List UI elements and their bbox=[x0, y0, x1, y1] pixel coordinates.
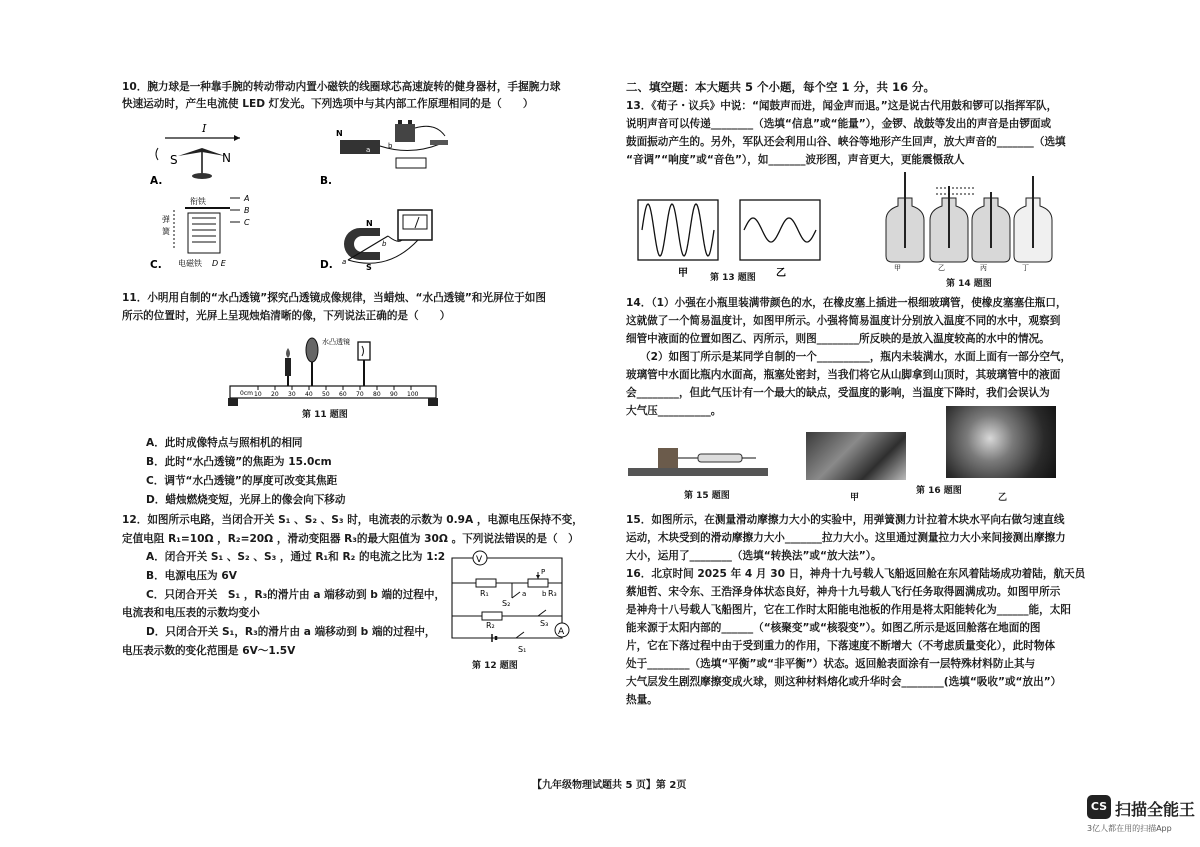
svg-text:V: V bbox=[476, 555, 483, 565]
svg-text:弹: 弹 bbox=[162, 215, 170, 224]
svg-text:丙: 丙 bbox=[980, 264, 987, 272]
scanner-app-name: 扫描全能王 bbox=[1115, 800, 1196, 819]
q14-line-7: 大气压__________。 bbox=[626, 405, 722, 417]
svg-text:甲: 甲 bbox=[894, 264, 901, 272]
q14-bottles-figure bbox=[880, 168, 1060, 276]
q10-figure-a bbox=[156, 122, 240, 179]
q14-caption: 第 14 题图 bbox=[946, 279, 992, 289]
svg-text:衔铁: 衔铁 bbox=[190, 197, 206, 206]
svg-text:R₂: R₂ bbox=[486, 621, 495, 630]
bench-tick-label: 80 bbox=[373, 391, 381, 398]
q11-option-d: D．蜡烛燃烧变短，光屏上的像会向下移动 bbox=[146, 494, 346, 506]
q14-line-6: 会________，但此气压计有一个最大的缺点，受温度的影响，当温度下降时，我们会误认为 bbox=[626, 387, 1050, 399]
q15-line-2: 运动，木块受到的滑动摩擦力大小_______拉力大小。这里通过测量拉力大小来间接测出摩擦力 bbox=[626, 532, 1066, 544]
q12-line-1: 12．如图所示电路，当闭合开关 S₁ 、S₂ 、S₃ 时，电流表的示数为 0.9A ，电源电压保持不变， bbox=[122, 514, 583, 526]
svg-text:S: S bbox=[366, 263, 372, 272]
bench-tick-label: 70 bbox=[356, 391, 364, 398]
svg-text:a: a bbox=[522, 590, 527, 598]
svg-text:A: A bbox=[244, 194, 250, 203]
q14-line-5: 玻璃管中水面比瓶内水面高，瓶塞处密封，当我们将它从山脚拿到山顶时，其玻璃管中的液面 bbox=[626, 369, 1061, 381]
svg-text:R₃: R₃ bbox=[548, 589, 557, 598]
q12-option-b: B．电源电压为 6V bbox=[146, 570, 237, 582]
q15-line-1: 15．如图所示，在测量滑动摩擦力大小的实验中，用弹簧测力计拉着木块水平向右做匀速直线 bbox=[626, 514, 1065, 526]
q16-line-4: 能来源于太阳内部的______（“核聚变”或“核裂变”）。如图乙所示是返回舱落在地面的图 bbox=[626, 622, 1041, 634]
svg-text:b: b bbox=[382, 240, 387, 248]
q10-figure-c bbox=[162, 194, 250, 268]
svg-text:b: b bbox=[388, 142, 393, 150]
svg-text:丁: 丁 bbox=[1022, 264, 1029, 272]
q10-figure-b bbox=[336, 120, 448, 168]
q13-line-2: 说明声音可以传递________（选填“信息”或“能量”），金锣、战鼓等发出的声音是由锣面或 bbox=[626, 118, 1052, 130]
bench-tick-label: 50 bbox=[322, 391, 330, 398]
q11-option-a: A．此时成像特点与照相机的相同 bbox=[146, 437, 303, 449]
q10-figure-d bbox=[342, 210, 432, 272]
q10-line-1: 10．腕力球是一种靠手腕的转动带动内置小磁铁的线圈球芯高速旋转的健身器材，手握腕力球 bbox=[122, 81, 561, 93]
bench-tick-label: 20 bbox=[271, 391, 279, 398]
bench-tick-label: 100 bbox=[407, 391, 419, 398]
q12-option-d: D．只闭合开关 S₁，R₃的滑片由 a 端移动到 b 端的过程中， bbox=[146, 626, 436, 638]
svg-text:N: N bbox=[366, 219, 373, 228]
bench-tick-label: 90 bbox=[390, 391, 398, 398]
q12-option-d-cont: 电压表示数的变化范围是 6V～1.5V bbox=[122, 645, 296, 657]
page-footer: 【九年级物理试题共 5 页】第 2页 bbox=[532, 780, 687, 791]
svg-text:乙: 乙 bbox=[776, 268, 786, 279]
q13-line-1: 13．《荀子・议兵》中说：“闻鼓声而进，闻金声而退。”这是说古代用鼓和锣可以指挥军队， bbox=[626, 100, 1058, 112]
q10-option-b: B. bbox=[320, 175, 332, 187]
q10-option-c: C. bbox=[150, 259, 162, 271]
q16-line-6: 处于________（选填“平衡”或“非平衡”）状态。返回舱表面涂有一层特殊材料防止其与 bbox=[626, 658, 1036, 670]
q11-option-b: B．此时“水凸透镜”的焦距为 15.0cm bbox=[146, 456, 332, 468]
q10-option-a: A. bbox=[150, 175, 163, 187]
svg-text:甲: 甲 bbox=[678, 268, 688, 279]
q15-line-3: 大小，运用了________（选填“转换法”或“放大法”）。 bbox=[626, 550, 882, 562]
q16-line-3: 是神舟十八号载人飞船图片，它在工作时太阳能电池板的作用是将太阳能转化为______能，太阳 bbox=[626, 604, 1071, 616]
q16-line-1: 16．北京时间 2025 年 4 月 30 日，神舟十九号载人飞船返回舱在东风着陆场成功着陆，航天员 bbox=[626, 568, 1086, 580]
svg-text:水凸透镜: 水凸透镜 bbox=[322, 338, 350, 346]
q16-line-2: 蔡旭哲、宋令东、王浩泽身体状态良好，神舟十九号载人飞行任务取得圆满成功。如图甲所示 bbox=[626, 586, 1061, 598]
q10-option-d: D. bbox=[320, 259, 333, 271]
q10-line-2: 快速运动时，产生电流使 LED 灯发光。下列选项中与其内部工作原理相同的是（ ） bbox=[122, 98, 534, 110]
svg-text:电磁铁: 电磁铁 bbox=[178, 259, 202, 268]
q13-line-4: “音调”“响度”或“音色”），如_______波形图，声音更大，更能震慑敌人 bbox=[626, 154, 965, 166]
svg-text:P: P bbox=[541, 568, 546, 576]
bench-tick-label: 40 bbox=[305, 391, 313, 398]
q12-option-c-cont: 电流表和电压表的示数均变小 bbox=[122, 607, 260, 619]
bench-tick-label: 10 bbox=[254, 391, 262, 398]
q15-caption: 第 15 题图 bbox=[684, 491, 730, 501]
svg-text:S₃: S₃ bbox=[540, 619, 549, 628]
svg-text:A: A bbox=[558, 627, 565, 637]
q12-line-2: 定值电阻 R₁=10Ω ，R₂=20Ω ，滑动变阻器 R₃的最大阻值为 30Ω 。下列说法错误的是（ ） bbox=[122, 533, 579, 545]
q12-caption: 第 12 题图 bbox=[472, 661, 518, 671]
q16-caption: 第 16 题图 bbox=[916, 486, 962, 496]
q11-option-c: C．调节“水凸透镜”的厚度可改变其焦距 bbox=[146, 475, 338, 487]
svg-text:D E: D E bbox=[212, 259, 226, 268]
q16-line-5: 片，它在下落过程中由于受到重力的作用，下落速度不断增大（不考虑质量变化），此时物体 bbox=[626, 640, 1056, 652]
q11-line-1: 11．小明用自制的“水凸透镜”探究凸透镜成像规律，当蜡烛、“水凸透镜”和光屏位于如图 bbox=[122, 292, 546, 304]
scanner-tagline: 3亿人都在用的扫描App bbox=[1087, 824, 1172, 833]
q16-line-8: 热量。 bbox=[626, 694, 658, 706]
svg-text:a: a bbox=[366, 146, 371, 154]
svg-text:S: S bbox=[170, 153, 178, 167]
svg-text:乙: 乙 bbox=[938, 264, 945, 272]
scanner-watermark bbox=[1087, 795, 1196, 840]
q14-line-1: 14．（1）小强在小瓶里装满带颜色的水，在橡皮塞上插进一根细玻璃管，使橡皮塞塞住瓶口， bbox=[626, 297, 1067, 309]
q10-figures bbox=[130, 118, 470, 274]
q12-circuit-figure bbox=[442, 548, 577, 658]
svg-text:B: B bbox=[244, 206, 250, 215]
svg-text:a: a bbox=[342, 258, 347, 266]
optical-bench-figure bbox=[228, 330, 438, 408]
q16-line-7: 大气层发生剧烈摩擦变成火球，则这种材料熔化或升华时会________(选填“吸收”或“放出”） bbox=[626, 676, 1062, 688]
q16-label-jia: 甲 bbox=[850, 493, 860, 503]
scanner-logo-icon: CS bbox=[1087, 795, 1111, 819]
svg-text:N: N bbox=[336, 129, 343, 138]
section-title: 二、填空题：本大题共 5 个小题，每个空 1 分，共 16 分。 bbox=[626, 80, 936, 94]
bench-tick-label: 60 bbox=[339, 391, 347, 398]
svg-text:S₁: S₁ bbox=[518, 645, 527, 654]
q13-line-3: 鼓面振动产生的。另外，军队还会利用山谷、峡谷等地形产生回声，放大声音的_______（选填 bbox=[626, 136, 1066, 148]
q16-photo-jia bbox=[806, 432, 906, 480]
svg-text:C: C bbox=[244, 218, 250, 227]
q14-line-4: （2）如图丁所示是某同学自制的一个__________，瓶内未装满水，水面上面有一部分空气， bbox=[640, 351, 1072, 363]
svg-text:b: b bbox=[542, 590, 547, 598]
svg-text:簧: 簧 bbox=[162, 227, 170, 236]
q11-line-2: 所示的位置时，光屏上呈现烛焰清晰的像，下列说法正确的是（ ） bbox=[122, 310, 451, 322]
svg-text:I: I bbox=[202, 122, 207, 135]
q12-option-c: C．只闭合开关 S₁ ，R₃的滑片由 a 端移动到 b 端的过程中， bbox=[146, 589, 446, 601]
svg-text:0cm: 0cm bbox=[240, 390, 253, 397]
bench-tick-label: 30 bbox=[288, 391, 296, 398]
q16-label-yi: 乙 bbox=[998, 493, 1008, 503]
svg-text:S₂: S₂ bbox=[502, 599, 511, 608]
svg-text:R₁: R₁ bbox=[480, 589, 489, 598]
q14-line-3: 细管中液面的位置如图乙、丙所示，则图________所反映的是放入温度较高的水中的情况。 bbox=[626, 333, 1050, 345]
q14-line-2: 这就做了一个简易温度计，如图甲所示。小强将简易温度计分别放入温度不同的水中，观察到 bbox=[626, 315, 1061, 327]
q16-photo-yi bbox=[946, 406, 1056, 478]
q15-friction-figure bbox=[628, 438, 768, 480]
svg-text:N: N bbox=[222, 151, 231, 165]
q11-caption: 第 11 题图 bbox=[302, 410, 348, 420]
q13-caption: 第 13 题图 bbox=[710, 273, 756, 283]
q12-option-a: A．闭合开关 S₁ 、S₂ 、S₃ ，通过 R₁和 R₂ 的电流之比为 1:2 bbox=[146, 551, 446, 563]
